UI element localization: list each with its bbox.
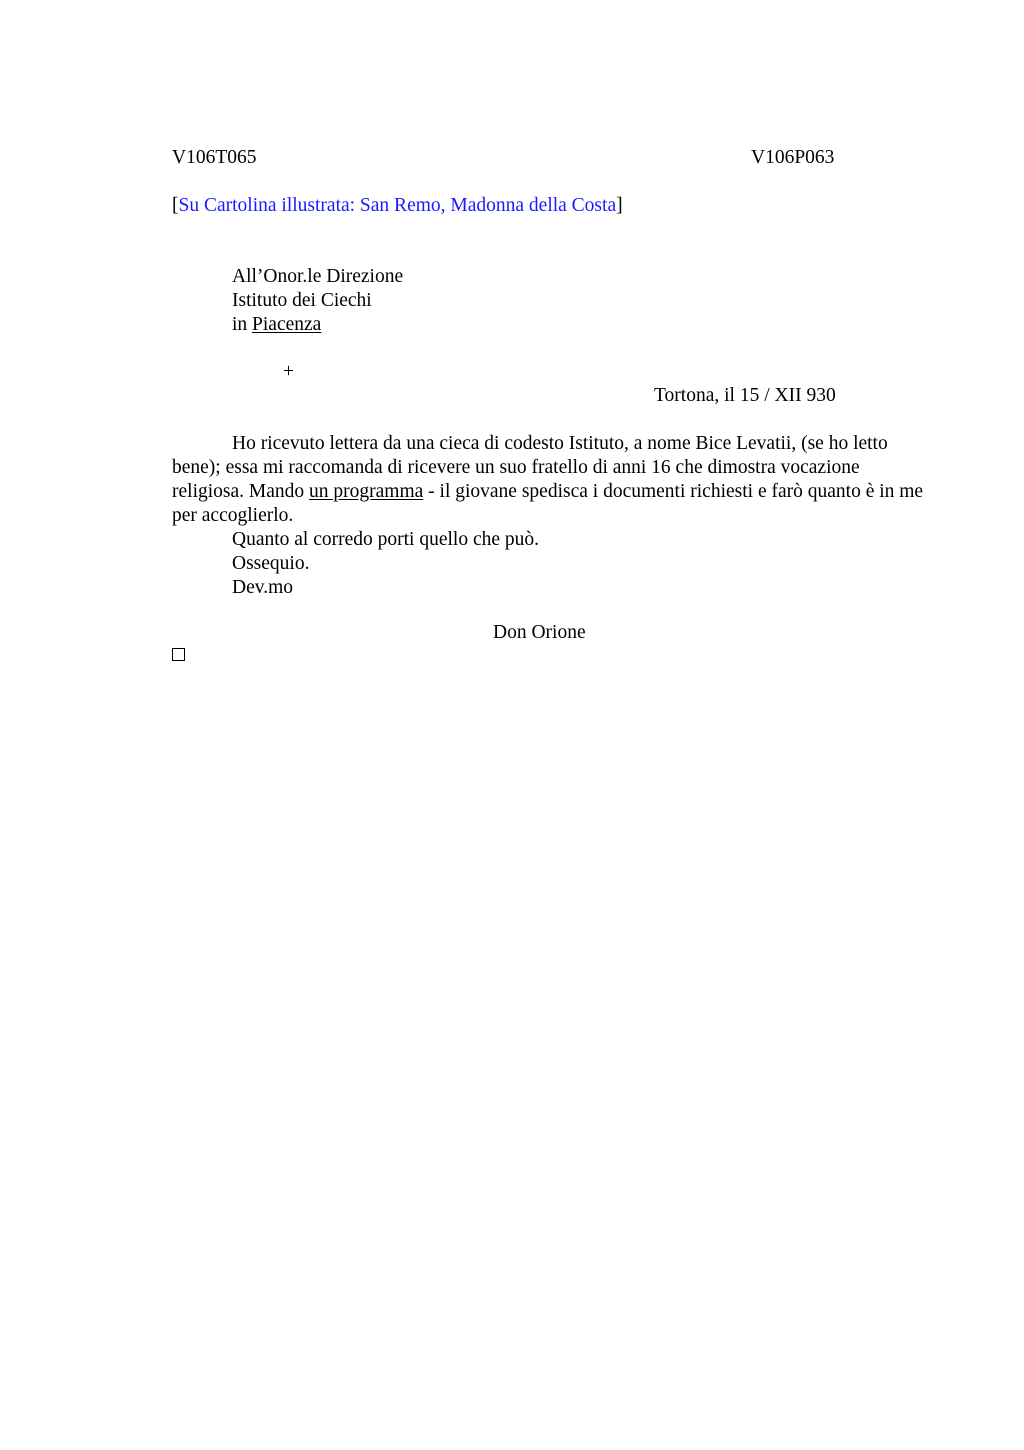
body-line-3: Ossequio. [232,553,310,574]
address-prefix: in [232,314,253,335]
body-paragraph-1-part-2: - il giovane spedisca i documenti richiesti e farò quanto è in me per accoglierlo. [172,481,924,526]
body-line-4: Dev.mo [232,577,294,598]
date-line: Tortona, il 15 / XII 930 [654,385,836,406]
header-left-code: V106T065 [172,147,257,168]
note-open-bracket: [ [172,195,179,216]
cross-mark: + [283,361,294,382]
letter-body [172,432,932,600]
body-line-2: Quanto al corredo porti quello che può. [232,529,540,550]
address-line-2: Istituto dei Ciechi [232,290,372,311]
body-paragraph-1-underlined: un programma [309,481,424,502]
note-close-bracket: ] [616,195,623,216]
address-line-1: All’Onor.le Direzione [232,266,404,287]
body-paragraph-1-part-1: Ho ricevuto lettera da una cieca di codesto Istituto, a nome Bice Levatii, (se ho letto bene); essa mi raccomanda di ricevere un suo fratello di anni 16 che dimostra vocazione religiosa. Mando [172,433,888,502]
body-paragraph-1 [172,432,932,528]
address-city: Piacenza [252,314,322,335]
signature: Don Orione [493,622,586,643]
checkbox-square-icon [172,648,185,661]
header-right-code: V106P063 [751,147,835,168]
address-line-3 [232,313,321,337]
note-text: Su Cartolina illustrata: San Remo, Madonna della Costa [178,195,617,216]
postcard-note [172,194,623,218]
